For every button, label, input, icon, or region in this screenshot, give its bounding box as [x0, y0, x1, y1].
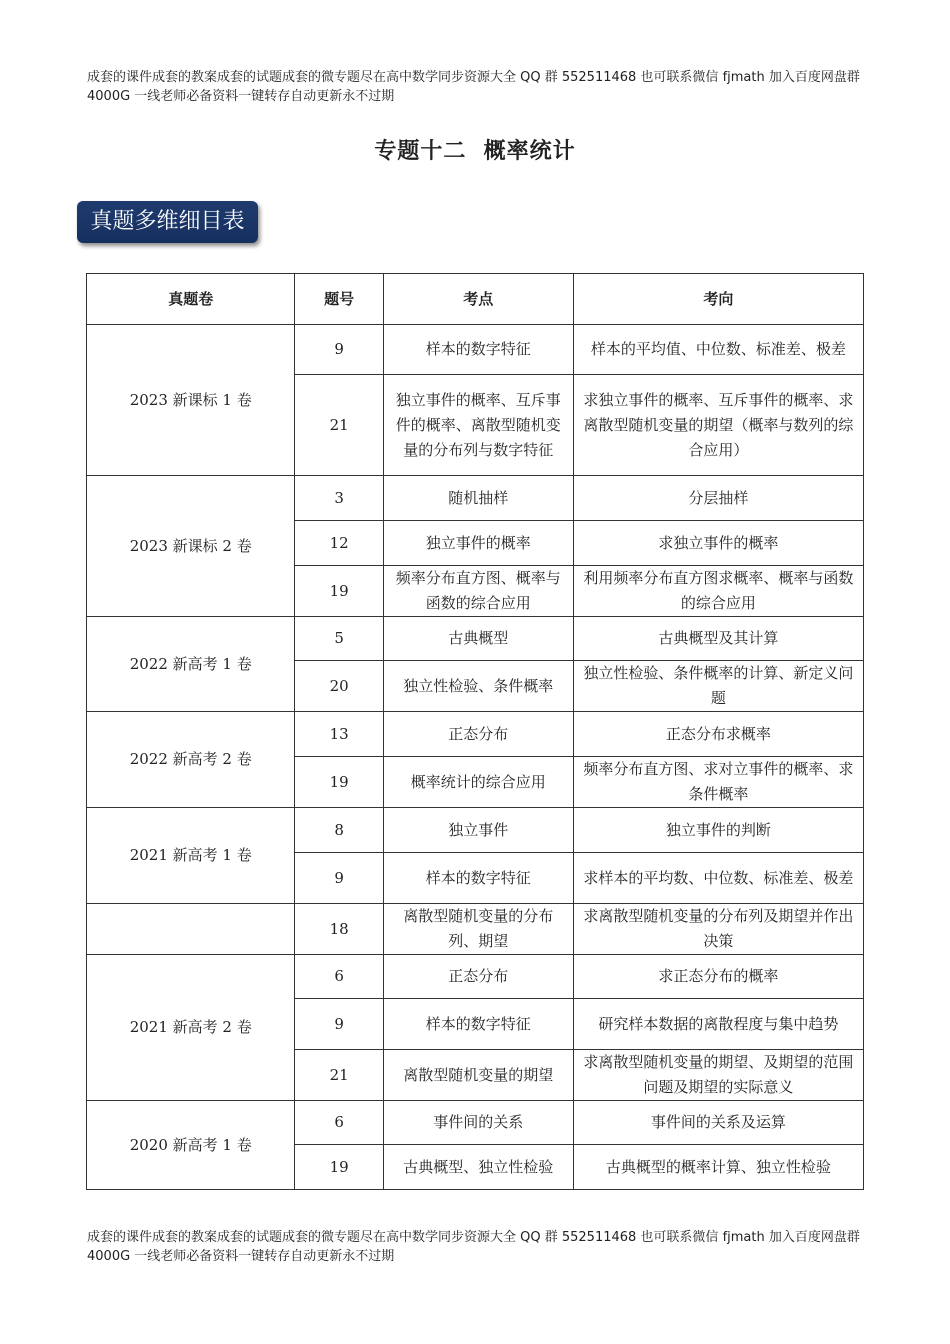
number-cell: 6 [295, 1101, 383, 1145]
direction-cell: 事件间的关系及运算 [573, 1101, 863, 1145]
direction-cell: 分层抽样 [573, 476, 863, 521]
number-cell: 13 [295, 712, 383, 757]
number-cell: 19 [295, 1145, 383, 1190]
number-cell: 9 [295, 853, 383, 904]
page-title: 专题十二 概率统计 [374, 139, 576, 164]
paper-cell: 2021 新高考 2 卷 [87, 955, 295, 1101]
number-cell: 9 [295, 325, 383, 375]
direction-cell: 求独立事件的概率、互斥事件的概率、求离散型随机变量的期望（概率与数列的综合应用） [573, 375, 863, 476]
header-notice: 成套的课件成套的教案成套的试题成套的微专题尽在高中数学同步资源大全 QQ 群 552511468 也可联系微信 fjmath 加入百度网盘群 4000G 一线老师必备资料一键转存自动更新永不过期 [87, 70, 860, 104]
topic-cell: 独立事件 [383, 808, 573, 853]
direction-cell: 独立事件的判断 [573, 808, 863, 853]
header-topic: 考点 [383, 274, 573, 325]
topic-cell: 离散型随机变量的期望 [383, 1050, 573, 1101]
number-cell: 20 [295, 661, 383, 712]
header-number: 题号 [295, 274, 383, 325]
paper-cell: 2022 新高考 1 卷 [87, 617, 295, 712]
paper-cell: 2023 新课标 1 卷 [87, 325, 295, 476]
topic-cell: 正态分布 [383, 955, 573, 999]
topic-cell: 古典概型、独立性检验 [383, 1145, 573, 1190]
table-header-row [87, 274, 864, 325]
number-cell: 3 [295, 476, 383, 521]
footer-notice: 成套的课件成套的教案成套的试题成套的微专题尽在高中数学同步资源大全 QQ 群 552511468 也可联系微信 fjmath 加入百度网盘群 4000G 一线老师必备资料一键转存自动更新永不过期 [87, 1230, 860, 1264]
direction-cell: 正态分布求概率 [573, 712, 863, 757]
paper-cell-empty [87, 904, 295, 955]
direction-cell: 独立性检验、条件概率的计算、新定义问题 [573, 661, 863, 712]
paper-cell: 2023 新课标 2 卷 [87, 476, 295, 617]
number-cell: 18 [295, 904, 383, 955]
topic-cell: 正态分布 [383, 712, 573, 757]
table-row [87, 617, 864, 661]
direction-cell: 求样本的平均数、中位数、标准差、极差 [573, 853, 863, 904]
section-banner: 真题多维细目表 [77, 201, 258, 243]
number-cell: 5 [295, 617, 383, 661]
direction-cell: 求独立事件的概率 [573, 521, 863, 566]
direction-cell: 求离散型随机变量的期望、及期望的范围问题及期望的实际意义 [573, 1050, 863, 1101]
topic-cell: 样本的数字特征 [383, 999, 573, 1050]
topic-cell: 独立性检验、条件概率 [383, 661, 573, 712]
topic-cell: 样本的数字特征 [383, 853, 573, 904]
topic-cell: 离散型随机变量的分布列、期望 [383, 904, 573, 955]
number-cell: 19 [295, 757, 383, 808]
direction-cell: 求离散型随机变量的分布列及期望并作出决策 [573, 904, 863, 955]
topic-cell: 频率分布直方图、概率与函数的综合应用 [383, 566, 573, 617]
number-cell: 19 [295, 566, 383, 617]
direction-cell: 求正态分布的概率 [573, 955, 863, 999]
header-direction: 考向 [573, 274, 863, 325]
table-row [87, 904, 864, 955]
table-row [87, 325, 864, 375]
direction-cell: 古典概型及其计算 [573, 617, 863, 661]
number-cell: 12 [295, 521, 383, 566]
topic-cell: 随机抽样 [383, 476, 573, 521]
number-cell: 21 [295, 1050, 383, 1101]
paper-cell: 2022 新高考 2 卷 [87, 712, 295, 808]
paper-cell: 2020 新高考 1 卷 [87, 1101, 295, 1190]
paper-cell: 2021 新高考 1 卷 [87, 808, 295, 904]
topic-cell: 独立事件的概率、互斥事件的概率、离散型随机变量的分布列与数字特征 [383, 375, 573, 476]
number-cell: 8 [295, 808, 383, 853]
table-row [87, 476, 864, 521]
topic-cell: 古典概型 [383, 617, 573, 661]
table-row [87, 955, 864, 999]
table-row [87, 712, 864, 757]
exam-detail-table [86, 273, 864, 1190]
direction-cell: 利用频率分布直方图求概率、概率与函数的综合应用 [573, 566, 863, 617]
direction-cell: 频率分布直方图、求对立事件的概率、求条件概率 [573, 757, 863, 808]
topic-cell: 独立事件的概率 [383, 521, 573, 566]
direction-cell: 样本的平均值、中位数、标准差、极差 [573, 325, 863, 375]
table-row [87, 808, 864, 853]
table-row [87, 1101, 864, 1145]
topic-cell: 事件间的关系 [383, 1101, 573, 1145]
topic-cell: 样本的数字特征 [383, 325, 573, 375]
direction-cell: 研究样本数据的离散程度与集中趋势 [573, 999, 863, 1050]
number-cell: 21 [295, 375, 383, 476]
direction-cell: 古典概型的概率计算、独立性检验 [573, 1145, 863, 1190]
topic-cell: 概率统计的综合应用 [383, 757, 573, 808]
header-paper: 真题卷 [87, 274, 295, 325]
number-cell: 6 [295, 955, 383, 999]
number-cell: 9 [295, 999, 383, 1050]
